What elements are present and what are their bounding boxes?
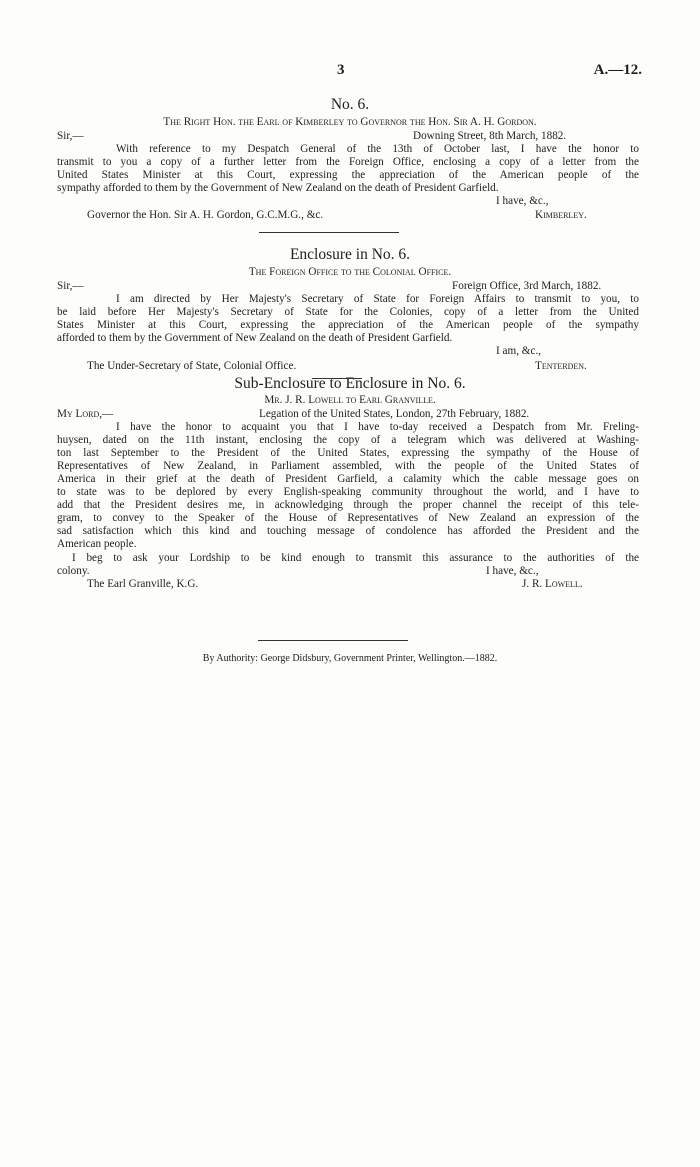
body-line: America in their grief at the death of President Garfield, a calamity which the cable message goes on (57, 473, 639, 485)
section-title-subenclosure: Sub-Enclosure to Enclosure in No. 6. (234, 375, 466, 392)
body-line: gram, to convey to the Speaker of the House of Representatives of New Zealand an expression of the (57, 512, 639, 524)
place-date: Foreign Office, 3rd March, 1882. (452, 280, 602, 292)
body-line: American people. (57, 538, 137, 550)
section-divider (259, 232, 399, 233)
page-number: 3 (337, 62, 345, 78)
body-line: afforded to them by the Government of New Zealand on the death of President Garfield. (57, 332, 453, 344)
section-divider (312, 378, 362, 379)
letter-heading: The Foreign Office to the Colonial Office. (248, 266, 452, 278)
addressee: The Under-Secretary of State, Colonial Office. (87, 360, 297, 372)
body-line: Representatives of New Zealand, in Parliament assembled, with the people of the United States of (57, 460, 639, 472)
body-line: sad satisfaction which this kind and touching message of condolence has afforded the President and the (57, 525, 639, 537)
closing: I have, &c., (496, 195, 549, 207)
salutation: Sir,— (57, 130, 84, 142)
body-line: sympathy afforded to them by the Government of New Zealand on the death of President Garfield. (57, 182, 499, 194)
body-line: transmit to you a copy of a further letter from the Foreign Office, enclosing a copy of a letter from the (57, 156, 639, 168)
letter-heading: Mr. J. R. Lowell to Earl Granville. (264, 394, 436, 406)
addressee: The Earl Granville, K.G. (87, 578, 199, 590)
body-line: United States Minister at this Court, expressing the appreciation of the American people of the (57, 169, 639, 181)
closing: I am, &c., (496, 345, 542, 357)
section-title-enclosure: Enclosure in No. 6. (289, 246, 411, 263)
body-line: to state was to be deplored by every English-speaking community throughout the world, and I have to (57, 486, 639, 498)
body-line: With reference to my Despatch General of the 13th of October last, I have the honor to (116, 143, 639, 155)
body-line: I have the honor to acquaint you that I have to-day received a Despatch from Mr. Freling- (116, 421, 639, 433)
body-line: colony. (57, 565, 90, 577)
letter-heading: The Right Hon. the Earl of Kimberley to Governor the Hon. Sir A. H. Gordon. (163, 116, 537, 128)
signature: Tenterden. (535, 360, 587, 372)
signature: Kimberley. (535, 209, 587, 221)
body-line: I beg to ask your Lordship to be kind enough to transmit this assurance to the authorities of the (72, 552, 639, 564)
printer-imprint: By Authority: George Didsbury, Government Printer, Wellington.—1882. (202, 653, 498, 664)
section-title-no6: No. 6. (330, 96, 370, 113)
signature: J. R. Lowell. (522, 578, 583, 590)
body-line: add that the President desires me, in acknowledging through the proper channel the receipt of this tele- (57, 499, 639, 511)
body-line: States Minister at this Court, expressing the appreciation of the American people of the sympathy (57, 319, 639, 331)
footer-divider (258, 640, 408, 641)
addressee: Governor the Hon. Sir A. H. Gordon, G.C.M.G., &c. (87, 209, 324, 221)
body-line: I am directed by Her Majesty's Secretary of State for Foreign Affairs to transmit to you, to (116, 293, 639, 305)
place-date: Downing Street, 8th March, 1882. (413, 130, 567, 142)
document-reference: A.—12. (593, 62, 642, 78)
salutation: Sir,— (57, 280, 84, 292)
body-line: ton last September to the President of the United States, expressing the sympathy of the House of (57, 447, 639, 459)
body-line: huysen, dated on the 11th instant, enclosing the copy of a telegram which was delivered at Washing- (57, 434, 639, 446)
closing: I have, &c., (486, 565, 539, 577)
place-date: Legation of the United States, London, 27th February, 1882. (259, 408, 530, 420)
body-line: be laid before Her Majesty's Secretary of State for the Colonies, copy of a letter from the United (57, 306, 639, 318)
salutation: My Lord,— (57, 408, 114, 420)
